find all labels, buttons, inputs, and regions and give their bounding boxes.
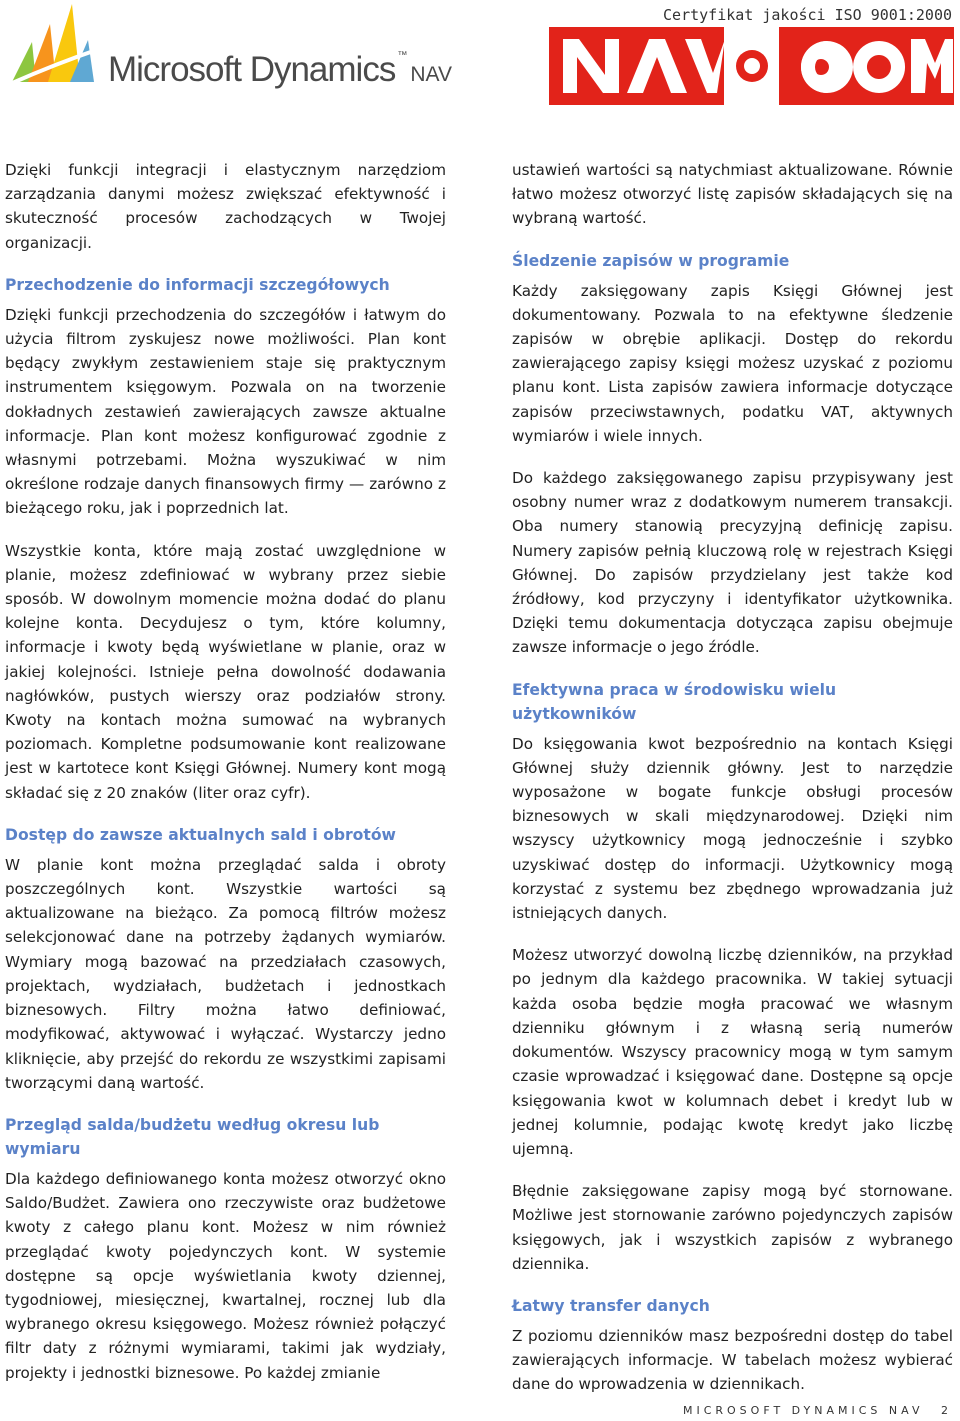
brand-word: Microsoft Dynamics [108,50,396,89]
section-heading: Śledzenie zapisów w programie [512,251,790,270]
dynamics-bars-icon [10,4,105,86]
iso-certificate: Certyfikat jakości ISO 9001:2000 [663,6,952,24]
paragraph: Każdy zaksięgowany zapis Księgi Głównej jest dokumentowany. Pozwala to na efektywne śledzenie zapisów w obrębie aplikacji. Dostęp do rekordu zawierającego zapisy księgi możesz uzyskać z poziomu planu kont. Lista zapisów zawiera informacje dotyczące zapisów przeciwstawnych, podatku VAT, aktywnych wymiarów i wiele innych. [512,281,953,445]
page-footer [683,1404,952,1417]
brand-sub: NAV [410,63,452,86]
navcom-logo [549,27,954,105]
paragraph: W planie kont można przeglądać salda i obroty poszczególnych kont. Wszystkie wartości są aktualizowane na bieżąco. Za pomocą filtrów możesz selekcjonować dane na potrzeby żądanych wymiarów. Wymiary mogą bazować na przedziałach czasowych, projektach, wydziałach, budżetach i jednostkach biznesowych. Filtry można łatwo definiować, modyfikować, aktywować i wyłączać. Wystarczy jedno kliknięcie, aby przejść do rekordu ze wszystkimi zapisami tworzącymi daną wartość. [5,855,446,1092]
section-heading: Przegląd salda/budżetu według okresu lub wymiaru [5,1115,380,1158]
page-number: 2 [941,1404,952,1417]
section-heading: Łatwy transfer danych [512,1296,710,1315]
paragraph: Do księgowania kwot bezpośrednio na kontach Księgi Głównej służy dziennik główny. Jest to narzędzie wyposażone w bogate funkcje obsługi procesów biznesowych w skali międzynarodowej. Dzięki nim wszyscy użytkownicy mogą jednocześnie i szybko uzyskiwać dostęp do informacji. Użytkownicy mogą korzystać z systemu bez zbędnego wprowadzania już istniejących danych. [512,734,953,923]
section-heading: Przechodzenie do informacji szczegółowych [5,275,390,294]
navcom-logo-icon [549,27,954,105]
footer-label: MICROSOFT DYNAMICS NAV [682,1404,924,1417]
paragraph: Z poziomu dzienników masz bezpośredni dostęp do tabel zawierających informacje. W tabelach możesz wybierać dane do wprowadzenia w dziennikach. [512,1326,953,1394]
page-header [0,0,960,140]
paragraph: Błędnie zaksięgowane zapisy mogą być stornowane. Możliwe jest stornowanie zarówno pojedynczych zapisów księgowych, jak i wszystkich zapisów z wybranego dziennika. [512,1182,953,1273]
paragraph: Do każdego zaksięgowanego zapisu przypisywany jest osobny numer wraz z dodatkowym numerem transakcji. Oba numery stanowią precyzyjną definicję zapisu. Numery zapisów pełnią kluczową rolę w rejestrach Księgi Głównej. Do zapisów przydzielany jest także kod źródłowy, kod przyczyny i identyfikator użytkownika. Dzięki temu dokumentacja dotycząca zapisu obejmuje zawsze informacje o jego źródle. [512,469,953,657]
trademark: ™ [397,50,407,61]
microsoft-dynamics-nav-logo [10,4,460,94]
brand-wordmark [108,50,452,90]
intro-paragraph: Dzięki funkcji integracji i elastycznym narzędziom zarządzania danymi możesz zwiększać efektywność i skuteczność procesów zachodzących w Twojej organizacji. [5,161,446,252]
right-column [512,158,953,1415]
paragraph: Wszystkie konta, które mają zostać uwzględnione w planie, możesz zdefiniować w wybrany przez siebie sposób. W dowolnym momencie można dodać do planu kolejne konta. Decydujesz o tym, które kolumny, informacje i kwoty będą wyświetlane w planie, oraz w jakiej kolejności. Istnieje pełna dowolność dodawania nagłówków, pustych wierszy oraz podziałów strony. Kwoty na kontach można sumować na wybranych poziomach. Kompletne podsumowanie kont realizowane jest w kartotece kont Księgi Głównej. Numery kont mogą składać się z 20 znaków (liter oraz cyfr). [5,541,446,802]
paragraph: Możesz utworzyć dowolną liczbę dzienników, na przykład po jednym dla każdego pracownika. W takiej sytuacji każda osoba będzie mogła pracować we własnym dzienniku głównym i z własną serią numerów dokumentów. Wszyscy pracownicy mogą w tym samym czasie wprowadzać i księgować dane. Dostępne są opcje księgowania kwot w kolumnach debet i kredyt lub w jednej kolumnie, podając kwotę kredyt jako liczbę ujemną. [512,946,953,1158]
left-column [5,158,446,1403]
paragraph: Dzięki funkcji przechodzenia do szczegółów i łatwym do użycia filtrom zyskujesz nowe możliwości. Plan kont będący zwykłym zestawieniem staje się praktycznym instrumentem księgowym. Pozwala on na tworzenie dokładnych zestawień zawierających zawsze aktualne informacje. Plan kont możesz konfigurować zgodnie z własnymi potrzebami. Można wyszukiwać w nim określone rodzaje danych finansowych firmy — zarówno z bieżącego roku, jak i poprzednich lat. [5,305,446,518]
paragraph: Dla każdego definiowanego konta możesz otworzyć okno Saldo/Budżet. Zawiera ono rzeczywiste oraz budżetowe kwoty z całego planu kont. Możesz w nim również przeglądać kwoty pojedynczych kont. W systemie dostępne są opcje wyświetlania kwoty dziennej, tygodniowej, miesięcznej, kwartalnej, rocznej lub dla wybranego okresu księgowego. Możesz również połączyć filtr daty z różnymi wymiarami, takimi jak wydziały, projekty i jednostki biznesowe. Po każdej zmianie [5,1169,446,1382]
section-heading: Efektywna praca w środowisku wielu użytkowników [512,680,837,723]
continuation-paragraph: ustawień wartości są natychmiast aktualizowane. Równie łatwo możesz otworzyć listę zapisów składających się na wybraną wartość. [512,161,953,228]
section-heading: Dostęp do zawsze aktualnych sald i obrotów [5,825,396,844]
